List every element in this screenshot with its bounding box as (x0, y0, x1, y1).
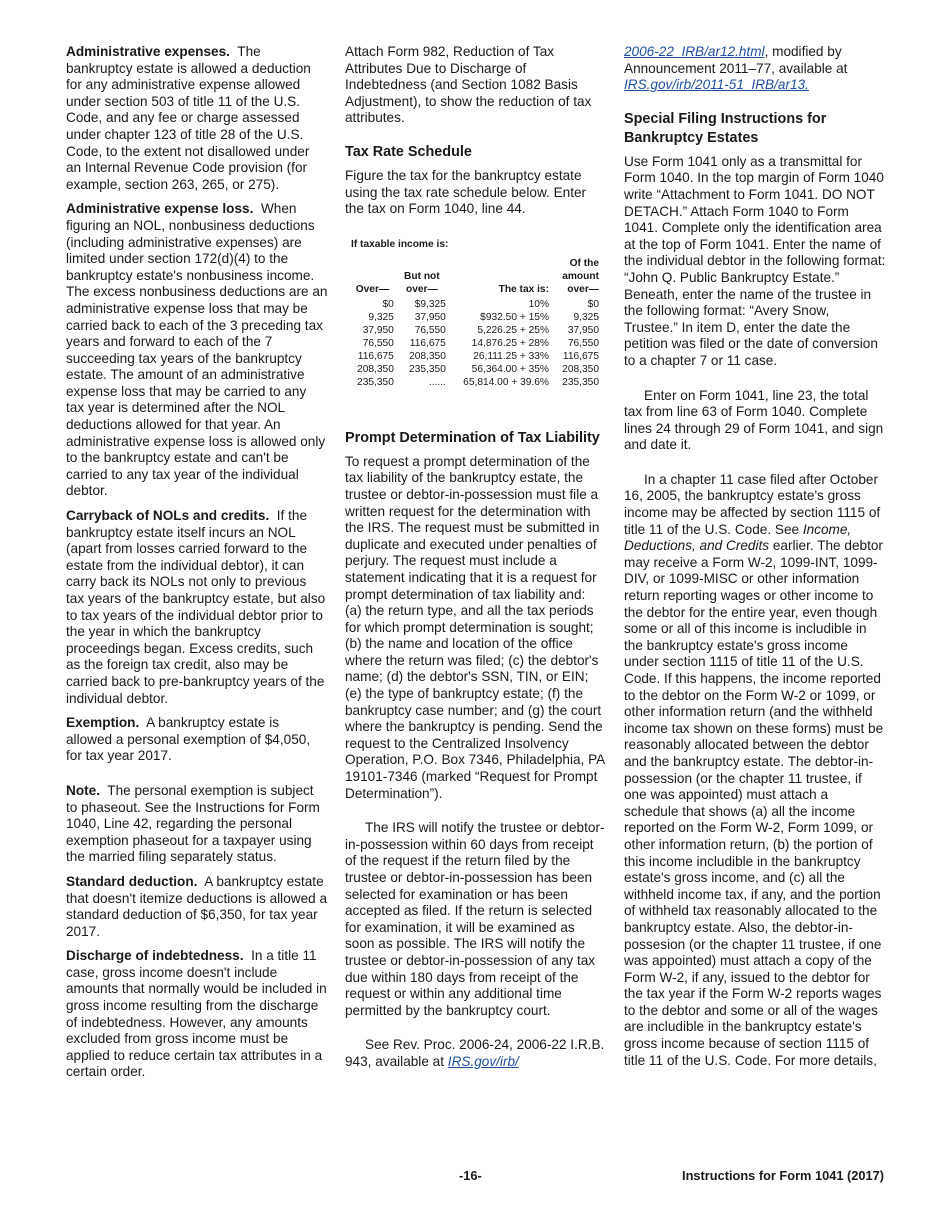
run-in-heading: Discharge of indebtedness. (66, 948, 244, 964)
run-in-heading: Carryback of NOLs and credits. (66, 508, 270, 524)
column-header-tax-is: The tax is: (498, 283, 549, 295)
cell-but-not-over: 76,550 (414, 324, 446, 336)
paragraph-text: In a chapter 11 case filed after October 16, 2005, the bankruptcy estate's gross income may be affected by section 1115 of title 11 of the U.S. Code. See (624, 471, 881, 537)
cell-over: 235,350 (357, 376, 394, 388)
run-in-heading: Standard deduction. (66, 873, 198, 889)
cell-amount-over: 76,550 (567, 337, 599, 349)
table-row (349, 311, 601, 324)
heading-prompt-determination: Prompt Determination of Tax Liability (345, 429, 600, 446)
paragraph-standard-deduction (66, 874, 328, 940)
paragraph-note (66, 783, 328, 866)
cell-tax-is: 10% (528, 298, 549, 310)
paragraph-attach-form-982: Attach Form 982, Reduction of Tax Attributes Due to Discharge of Indebtedness (and Section 1082 Basis Adjustment), to show the reduction of tax attributes. (345, 44, 592, 126)
page-number: -16- (459, 1168, 482, 1183)
cell-amount-over: 235,350 (562, 376, 599, 388)
paragraph-transmittal: Use Form 1041 only as a transmittal for Form 1040. In the top margin of Form 1040 write “Attachment to Form 1041. DO NOT DETACH.” Attach Form 1040 to Form 1041. Complete only the identification area at the top of Form 1041. Enter the name of the individual debtor in the following format: “John Q. Public Bankruptcy Estate.” Beneath, enter the name of the trustee in the following format: “Avery Snow, Trustee.” In item D, enter the date the petition was filed or the date of conversion to a chapter 7 or 11 case. (624, 153, 886, 368)
table-row (349, 324, 601, 337)
heading-special-filing: Special Filing Instructions for Bankruptcy Estates (624, 110, 827, 146)
paragraph-prompt-request: To request a prompt determination of the tax liability of the bankruptcy estate, the trustee or debtor-in-possession must file a written request for the determination with the IRS. The request must be submitted in duplicate and executed under penalties of perjury. The request must include a statement indicating that it is a request for prompt determination of tax liability and: (a) the return type, and all the tax periods for which prompt determination is sought; (b) the name and location of the office where the return was filed; (c) the debtor's name; (d) the debtor's SSN, TIN, or EIN; (e) the type of bankruptcy estate; (f) the bankruptcy case number; and (g) the court where the bankruptcy is pending. Send the request to the Centralized Insolvency Operation, P.O. Box 7346, Philadelphia, PA 19101-7346 (marked “Request for Prompt Determination”). (345, 453, 605, 801)
paragraph-text: The personal exemption is subject to phaseout. See the Instructions for Form 1040, Line 42, regarding the personal exemption phaseout for a taxpayer using the married filing separately status. (66, 782, 320, 865)
run-in-heading: Note. (66, 782, 100, 798)
table-row (349, 350, 601, 363)
cell-amount-over: 9,325 (573, 311, 599, 323)
cell-over: 9,325 (368, 311, 394, 323)
paragraph-administrative-expenses (66, 44, 328, 193)
irs-irb-link-continued[interactable]: 2006-22_IRB/ar12.html (624, 44, 765, 59)
paragraph-chapter-11 (624, 472, 886, 1069)
column-right (624, 44, 886, 1077)
table-row (349, 298, 601, 311)
paragraph-administrative-expense-loss (66, 201, 328, 500)
cell-but-not-over: 37,950 (414, 311, 446, 323)
paragraph-text: When figuring an NOL, nonbusiness deductions (including administrative expenses) are limited under section 172(d)(4) to the bankruptcy estate's nonbusiness income. The excess nonbusiness deductions are an administrative expense loss that may be carried back to each of the 3 preceding tax years and forward to each of the 7 succeeding tax years of the bankruptcy estate. The amount of an administrative expense loss that may be carried to any tax year is determined after the NOL deductions allowed for that year. An administrative expense loss is allowed only to the bankruptcy estate and can't be carried to any tax year of the individual debtor. (66, 201, 328, 499)
table-row (349, 337, 601, 350)
cell-but-not-over: 208,350 (409, 350, 446, 362)
cell-over: $0 (382, 298, 394, 310)
cell-tax-is: 26,111.25 + 33% (473, 350, 549, 362)
paragraph-exemption (66, 715, 328, 765)
paragraph-rev-proc (345, 1037, 605, 1070)
table-caption: If taxable income is: (351, 238, 449, 250)
footer-form-title: Instructions for Form 1041 (2017) (682, 1168, 884, 1183)
cell-over: 37,950 (362, 324, 394, 336)
paragraph-text: A bankruptcy estate is allowed a personal exemption of $4,050, for tax year 2017. (66, 715, 311, 764)
column-left (66, 44, 328, 1089)
cell-over: 76,550 (362, 337, 394, 349)
paragraph-enter-total-tax: Enter on Form 1041, line 23, the total tax from line 63 of Form 1040. Complete lines 24 through 29 of Form 1041, and sign and date it. (624, 387, 884, 453)
table-row (349, 376, 601, 389)
cell-tax-is: 65,814.00 + 39.6% (463, 376, 549, 388)
heading-tax-rate-schedule: Tax Rate Schedule (345, 143, 472, 160)
column-header-amount-over: Of the amount over— (562, 257, 599, 295)
irs-irb-link[interactable]: IRS.gov/irb/ (447, 1053, 519, 1069)
column-header-but-not-over: But not over— (404, 270, 440, 295)
paragraph-text: If the bankruptcy estate itself incurs an NOL (apart from losses carried forward to the estate from the individual debtor), it can carry back its NOLs not only to previous tax years of the bankruptcy estate, but also to tax years of the individual debtor prior to the year in which the bankruptcy proceedings began. Excess credits, such as the foreign tax credit, also may be carried back to pre-bankruptcy years of the individual debtor. (66, 508, 326, 706)
table-header-row (349, 257, 601, 298)
cell-tax-is: 5,226.25 + 25% (477, 324, 549, 336)
paragraph-irs-notify: The IRS will notify the trustee or debtor-in-possession within 60 days from receipt of the request if the return filed by the trustee or debtor-in-possession has been selected for examination or has been accepted as filed. If the return is selected for examination, it will be examined as soon as possible. The IRS will notify the trustee or debtor-in-possession of any tax due within 180 days from receipt of the request or within any additional time permitted by the bankruptcy court. (345, 820, 605, 1018)
cell-tax-is: $932.50 + 15% (480, 311, 549, 323)
paragraph-schedule-intro: Figure the tax for the bankruptcy estate using the tax rate schedule below. Enter the tax on Form 1040, line 44. (345, 167, 587, 217)
column-header-over: Over— (355, 283, 390, 295)
column-middle (345, 44, 605, 1079)
cell-amount-over: 116,675 (562, 350, 599, 362)
paragraph-link-continuation (624, 44, 886, 94)
paragraph-carryback (66, 508, 328, 707)
paragraph-text: In a title 11 case, gross income doesn't include amounts that normally would be included in gross income resulting from the discharge of indebtedness. However, any amounts excluded from gross income must be applied to reduce certain tax attributes in a certain order. (66, 948, 327, 1080)
cell-tax-is: 14,876.25 + 28% (471, 337, 549, 349)
run-in-heading: Administrative expense loss. (66, 201, 254, 217)
paragraph-text: earlier. The debtor may receive a Form W-2, 1099-INT, 1099-DIV, or 1099-MISC or other information return reporting wages or other income to the debtor for the entire year, even though some or all of this income is includible in the bankruptcy estate's gross income under section 1115 of title 11 of the U.S. Code. If this happens, the income reported to the debtor on the Form W-2 or 1099, or other information return (and the withheld income tax shown on these forms) must be reasonably allocated between the debtor and the bankruptcy estate. The debtor-in-possession (or the chapter 11 trustee, if one was appointed) must attach a schedule that shows (a) all the income reported on the Form W-2, Form 1099, or other information return, (b) the portion of this income includible in the bankruptcy estate's gross income, and (c) all the withheld income tax, if any, and the portion of withheld tax reasonably allocated to the bankruptcy estate. Also, the debtor-in-possesion (or the chapter 11 trustee, if one was appointed) must attach a copy of the Form W-2, if any, issued to the debtor for the tax year if the Form W-2 reports wages to the debtor and some or all of the wages are includible in the bankruptcy estate's gross income because of section 1115 of title 11 of the U.S. Code. For more details, (624, 538, 884, 1068)
table-caption-row (349, 238, 601, 257)
table-body (349, 298, 601, 389)
cell-amount-over: $0 (587, 298, 599, 310)
cell-amount-over: 208,350 (562, 363, 599, 375)
cell-but-not-over: 116,675 (409, 337, 446, 349)
cell-but-not-over: ...... (428, 376, 446, 388)
cross-reference: Income, Deductions, and Credits (624, 521, 852, 554)
cell-amount-over: 37,950 (567, 324, 599, 336)
paragraph-discharge (66, 948, 328, 1081)
cell-tax-is: 56,364.00 + 35% (471, 363, 549, 375)
run-in-heading: Administrative expenses. (66, 44, 230, 59)
paragraph-text: A bankruptcy estate that doesn't itemize deductions is allowed a standard deduction of $6,350, for tax year 2017. (66, 873, 328, 939)
announcement-link[interactable]: IRS.gov/irb/2011-51_IRB/ar13. (624, 77, 809, 93)
paragraph-text: See Rev. Proc. 2006-24, 2006-22 I.R.B. 943, available at (345, 1037, 605, 1069)
cell-but-not-over: $9,325 (414, 298, 446, 310)
paragraph-text: The bankruptcy estate is allowed a deduction for any administrative expense allowed under section 503 of title 11 of the U.S. Code, and any fee or charge assessed under chapter 123 of title 28 of the U.S. Code, to the extent not disallowed under an Internal Revenue Code provision (for example, section 263, 265, or 275). (66, 44, 311, 192)
cell-over: 208,350 (357, 363, 394, 375)
table-row (349, 363, 601, 376)
cell-but-not-over: 235,350 (409, 363, 446, 375)
cell-over: 116,675 (357, 350, 394, 362)
run-in-heading: Exemption. (66, 715, 140, 731)
paragraph-text: , modified by Announcement 2011–77, available at (624, 44, 848, 76)
tax-rate-table (349, 238, 601, 389)
